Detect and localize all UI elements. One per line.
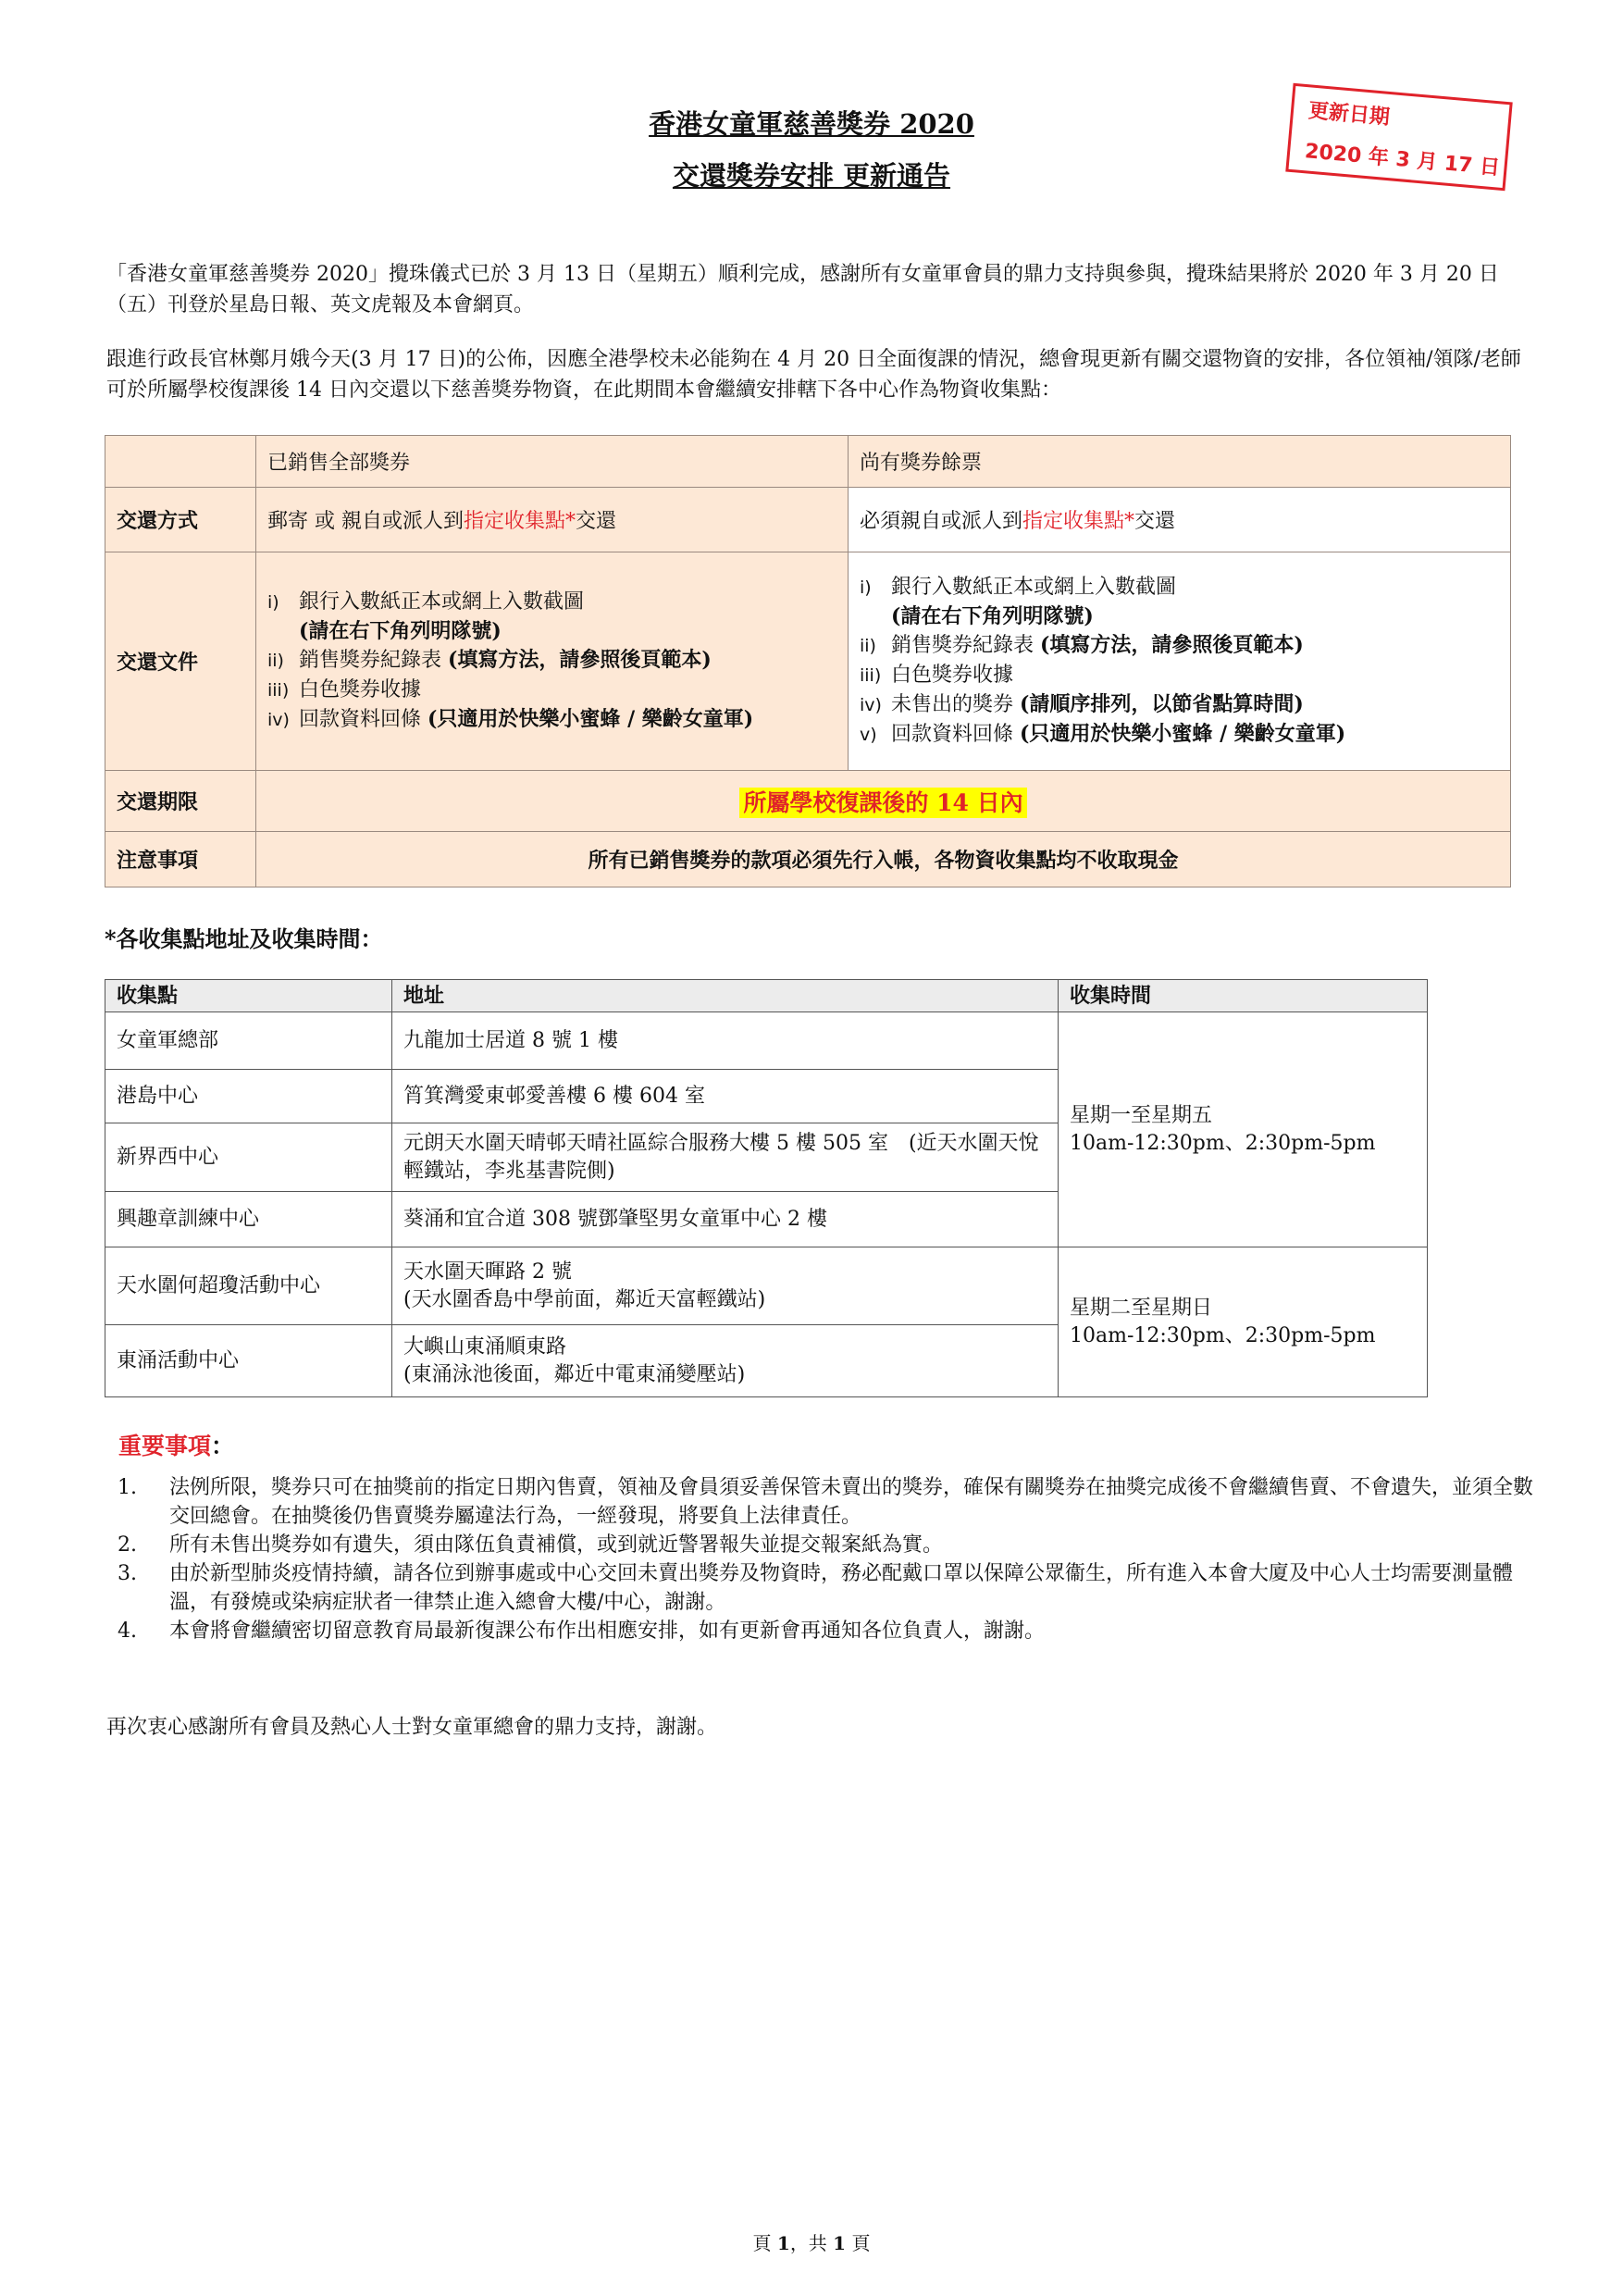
row-label-notes: 注意事項 xyxy=(105,832,256,887)
point-address-line1: 天水圍天暉路 2 號 xyxy=(403,1260,572,1284)
doc-item-text: 回款資料回條 xyxy=(299,708,422,731)
doc-item-emphasis: (填寫方法，請參照後頁範本) xyxy=(448,648,712,672)
footer-prefix: 頁 xyxy=(752,2232,777,2254)
deadline-value: 所屬學校復課後的 14 日內 xyxy=(739,788,1026,818)
doc-item xyxy=(267,676,836,705)
doc-item-number: iii) xyxy=(267,680,290,701)
method-sold-all-suffix: 交還 xyxy=(576,510,617,533)
closing-paragraph: 再次衷心感謝所有會員及熱心人士對女童軍總會的鼎力支持，謝謝。 xyxy=(106,1716,718,1739)
point-address: 葵涌和宜合道 308 號鄧肇堅男女童軍中心 2 樓 xyxy=(392,1192,1059,1247)
method-sold-all-point: 指定收集點* xyxy=(464,510,576,533)
deadline-cell xyxy=(256,771,1511,832)
point-address xyxy=(392,1325,1059,1397)
doc-item-text: 銀行入數紙正本或網上入數截圖 xyxy=(299,590,585,614)
footer-page-number: 1 xyxy=(776,2232,790,2254)
time-group-2 xyxy=(1059,1247,1428,1397)
point-name: 女童軍總部 xyxy=(105,1012,392,1070)
doc-item-text: 銷售獎券紀錄表 xyxy=(299,649,442,672)
document-subtitle: 交還獎券安排 更新通告 xyxy=(672,160,951,192)
table-row xyxy=(105,1012,1428,1070)
point-address: 筲箕灣愛東邨愛善樓 6 樓 604 室 xyxy=(392,1070,1059,1123)
time-group-1 xyxy=(1059,1012,1428,1247)
time-group-1-hours: 10am-12:30pm、2:30pm-5pm xyxy=(1070,1131,1376,1155)
important-heading-text: 重要事項 xyxy=(118,1433,212,1459)
point-address: 九龍加士居道 8 號 1 樓 xyxy=(392,1012,1059,1070)
list-item-number: 3. xyxy=(118,1562,137,1585)
doc-item-emphasis: (只適用於快樂小蜜蜂 / 樂齡女童軍) xyxy=(427,707,754,731)
doc-item-number: v) xyxy=(860,725,877,745)
row-label-docs: 交還文件 xyxy=(105,552,256,771)
doc-item-number: iv) xyxy=(860,695,882,715)
stamp-label: 更新日期 xyxy=(1307,99,1391,130)
doc-item-emphasis: (填寫方法，請參照後頁範本) xyxy=(1040,633,1304,657)
footer-suffix: 頁 xyxy=(846,2232,871,2254)
footer-middle: ，共 xyxy=(789,2232,834,2254)
method-remaining-suffix: 交還 xyxy=(1134,510,1176,533)
return-arrangement-table xyxy=(105,435,1511,887)
list-item xyxy=(105,1617,1548,1645)
doc-item-text: 白色獎券收據 xyxy=(891,664,1014,687)
point-name: 港島中心 xyxy=(105,1070,392,1123)
doc-item xyxy=(860,690,1499,720)
doc-item xyxy=(860,573,1499,602)
list-item xyxy=(105,1559,1548,1617)
doc-item-number: iv) xyxy=(267,710,290,730)
point-address-line1: 大嶼山東涌順東路 xyxy=(403,1334,567,1359)
point-address-line2: (天水圍香島中學前面，鄰近天富輕鐵站) xyxy=(403,1287,766,1311)
header-point: 收集點 xyxy=(105,980,392,1012)
footer-total-pages: 1 xyxy=(833,2232,847,2254)
doc-item-number: ii) xyxy=(860,636,876,656)
doc-item-text: 白色獎券收據 xyxy=(299,678,422,701)
point-address xyxy=(392,1247,1059,1325)
doc-item-emphasis: (只適用於快樂小蜜蜂 / 樂齡女童軍) xyxy=(1020,722,1346,746)
list-item-number: 4. xyxy=(118,1620,137,1643)
row-label-method: 交還方式 xyxy=(105,488,256,552)
doc-item-note: (請在右下角列明隊號) xyxy=(299,619,502,643)
list-item-text: 本會將會繼續密切留意教育局最新復課公布作出相應安排，如有更新會再通知各位負責人，謝謝。 xyxy=(169,1620,1046,1643)
method-sold-all xyxy=(256,488,849,552)
doc-item-number: i) xyxy=(267,592,279,613)
collection-points-table xyxy=(105,979,1428,1397)
important-notes-list xyxy=(105,1473,1548,1645)
update-date-stamp xyxy=(1285,83,1512,191)
list-item-text: 所有未售出獎券如有遺失，須由隊伍負責補償，或到就近警署報失並提交報案紙為實。 xyxy=(169,1533,944,1557)
time-group-2-days: 星期二至星期日 xyxy=(1070,1296,1213,1320)
method-remaining-prefix: 必須親自或派人到 xyxy=(860,510,1023,533)
list-item xyxy=(105,1531,1548,1559)
doc-item xyxy=(267,588,836,617)
method-remaining-point: 指定收集點* xyxy=(1022,510,1135,533)
doc-item-text: 銷售獎券紀錄表 xyxy=(891,634,1035,657)
doc-item-text: 銀行入數紙正本或網上入數截圖 xyxy=(891,576,1177,599)
time-group-2-hours: 10am-12:30pm、2:30pm-5pm xyxy=(1070,1323,1376,1347)
important-heading-colon: ： xyxy=(211,1433,235,1459)
row-label-deadline: 交還期限 xyxy=(105,771,256,832)
docs-remaining xyxy=(849,552,1511,771)
doc-item-note: (請在右下角列明隊號) xyxy=(891,604,1094,628)
doc-item-text: 回款資料回條 xyxy=(891,723,1014,746)
list-item xyxy=(105,1473,1548,1531)
point-name: 天水圍何超瓊活動中心 xyxy=(105,1247,392,1325)
doc-item-number: iii) xyxy=(860,665,882,686)
header-address: 地址 xyxy=(392,980,1059,1012)
doc-item xyxy=(860,661,1499,690)
notes-value: 所有已銷售獎券的款項必須先行入帳，各物資收集點均不收取現金 xyxy=(256,832,1511,887)
document-title: 香港女童軍慈善獎券 2020 xyxy=(649,108,974,140)
collection-points-heading: *各收集點地址及收集時間： xyxy=(105,925,383,952)
doc-item xyxy=(860,631,1499,661)
doc-item xyxy=(267,646,836,676)
doc-item xyxy=(860,720,1499,750)
doc-item-number: i) xyxy=(860,577,872,598)
docs-sold-all xyxy=(256,552,849,771)
list-item-text: 法例所限，獎券只可在抽獎前的指定日期內售賣，領袖及會員須妥善保管未賣出的獎券，確保有關獎券在抽獎完成後不會繼續售賣、不會遺失，並須全數交回總會。在抽獎後仍售賣獎券屬違法行為，一經發現，將要負上法律責任。 xyxy=(169,1476,1534,1528)
table-corner xyxy=(105,436,256,488)
docs-sold-all-list xyxy=(267,588,836,735)
point-address-line2: (東涌泳池後面，鄰近中電東涌變壓站) xyxy=(403,1362,746,1386)
point-address: 元朗天水圍天晴邨天晴社區綜合服務大樓 5 樓 505 室 (近天水圍天悅輕鐵站，李兆基書院側) xyxy=(392,1123,1059,1192)
important-heading xyxy=(118,1428,234,1461)
time-group-1-days: 星期一至星期五 xyxy=(1070,1103,1213,1127)
stamp-date: 2020 年 3 月 17 日 xyxy=(1304,140,1501,180)
doc-item-text: 未售出的獎券 xyxy=(891,693,1014,716)
method-remaining xyxy=(849,488,1511,552)
list-item-text: 由於新型肺炎疫情持續，請各位到辦事處或中心交回未賣出獎券及物資時，務必配戴口罩以保障公眾衞生，所有進入本會大廈及中心人士均需要測量體溫，有發燒或染病症狀者一律禁止進入總會大樓/中心，謝謝。 xyxy=(169,1562,1514,1614)
header-time: 收集時間 xyxy=(1059,980,1428,1012)
intro-paragraph-1: 「香港女童軍慈善獎券 2020」攪珠儀式已於 3 月 13 日（星期五）順利完成，感謝所有女童軍會員的鼎力支持與參與，攪珠結果將於 2020 年 3 月 20 日（五）刊登於星島日報、英文虎報及本會網頁。 xyxy=(106,263,1499,316)
docs-remaining-list xyxy=(860,573,1499,750)
point-name: 東涌活動中心 xyxy=(105,1325,392,1397)
col-header-remaining: 尚有獎券餘票 xyxy=(849,436,1511,488)
list-item-number: 1. xyxy=(118,1476,137,1499)
doc-item xyxy=(267,705,836,735)
intro-paragraph-2: 跟進行政長官林鄭月娥今天(3 月 17 日)的公佈，因應全港學校未必能夠在 4 月 20 日全面復課的情況，總會現更新有關交還物資的安排，各位領袖/領隊/老師可於所屬學校復課後 14 日內交還以下慈善獎券物資，在此期間本會繼續安排轄下各中心作為物資收集點： xyxy=(106,348,1521,402)
point-name: 興趣章訓練中心 xyxy=(105,1192,392,1247)
list-item-number: 2. xyxy=(118,1533,137,1557)
table-row xyxy=(105,1247,1428,1325)
point-name: 新界西中心 xyxy=(105,1123,392,1192)
page-footer xyxy=(0,2228,1623,2255)
col-header-sold-all: 已銷售全部獎券 xyxy=(256,436,849,488)
doc-item-number: ii) xyxy=(267,651,284,671)
doc-item-emphasis: (請順序排列，以節省點算時間) xyxy=(1020,692,1304,716)
method-sold-all-prefix: 郵寄 或 親自或派人到 xyxy=(267,510,464,533)
